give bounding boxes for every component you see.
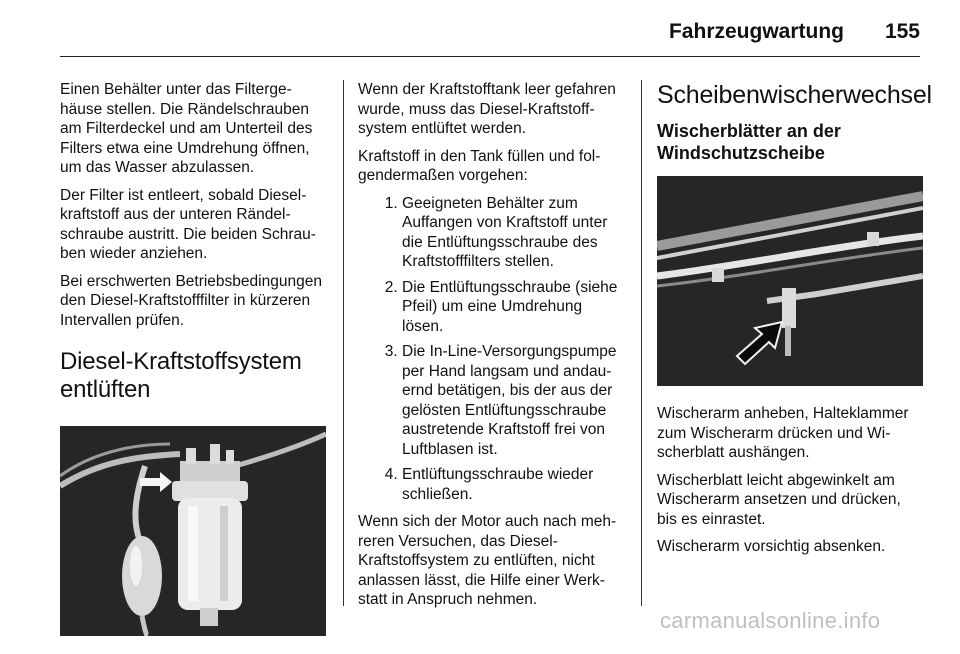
list-item: 2. Die Entlüftungsschraube (siehe Pfeil) um eine Umdrehung lösen. [402,278,626,337]
column-right [657,80,932,565]
paragraph: Wenn sich der Motor auch nach mehreren Versuchen, das Diesel-Kraftstoffsystem zu entlüften, nicht anlassen lässt, die Hilfe einer Werkstatt in Anspruch nehmen. [358,513,617,608]
section-heading: Diesel-Kraftstoffsystem entlüften [60,348,302,403]
section-title: Fahrzeugwartung [668,20,844,43]
paragraph: Wischerarm vorsichtig absenken. [657,538,886,555]
paragraph: Kraftstoff in den Tank füllen und folgendermaßen vorgehen: [358,147,601,184]
paragraph: Wenn der Kraftstofftank leer gefahren wurde, muss das Diesel-Kraftstoffsystem entlüftet werden. [358,81,616,137]
column-divider [343,80,344,606]
paragraph: Der Filter ist entleert, sobald Dieselkraftstoff aus der unteren Rändelschraube austritt. Die beiden Schrauben wieder anziehen. [60,186,316,262]
fuel-filter-illustration [60,426,326,636]
subsection-heading: Wischerblätter an der Windschutzscheibe [657,121,841,163]
column-middle [358,80,626,618]
section-heading: Scheibenwischerwechsel [657,81,932,109]
list-item: 3. Die In-Line-Versorgungspumpe per Hand langsam und andauernd betätigen, bis der aus der gelösten Entlüftungsschraube austretende Kraftstoff frei von Luftblasen ist. [402,342,626,459]
wiper-drawing [657,176,923,386]
paragraph: Wischerblatt leicht abgewinkelt am Wischerarm ansetzen und drücken, bis es einrastet. [657,471,901,528]
watermark: carmanualsonline.info [660,608,881,633]
paragraph: Bei erschwerten Betriebsbedingungen den Diesel-Kraftstofffilter in kürzeren Intervallen prüfen. [60,272,322,329]
page-header [60,18,920,57]
column-divider [641,80,642,606]
list-item: 4. Entlüftungsschraube wieder schließen. [402,465,626,504]
list-item: 1. Geeigneten Behälter zum Auffangen von Kraftstoff unter die Entlüftungsschraube des Kraftstofffilters stellen. [402,194,626,272]
paragraph: Wischerarm anheben, Halteklammer zum Wischerarm drücken und Wischerblatt aushängen. [657,405,909,461]
page-number: 155 [884,20,920,43]
fuel-filter-drawing [60,426,326,636]
paragraph: Einen Behälter unter das Filtergehäuse stellen. Die Rändelschrauben am Filterdeckel und am Unterteil des Filters etwa eine Umdrehung öffnen, um das Wasser abzulassen. [60,81,313,176]
column-left [60,80,328,654]
wiper-illustration [657,176,923,386]
steps-list [358,194,626,505]
